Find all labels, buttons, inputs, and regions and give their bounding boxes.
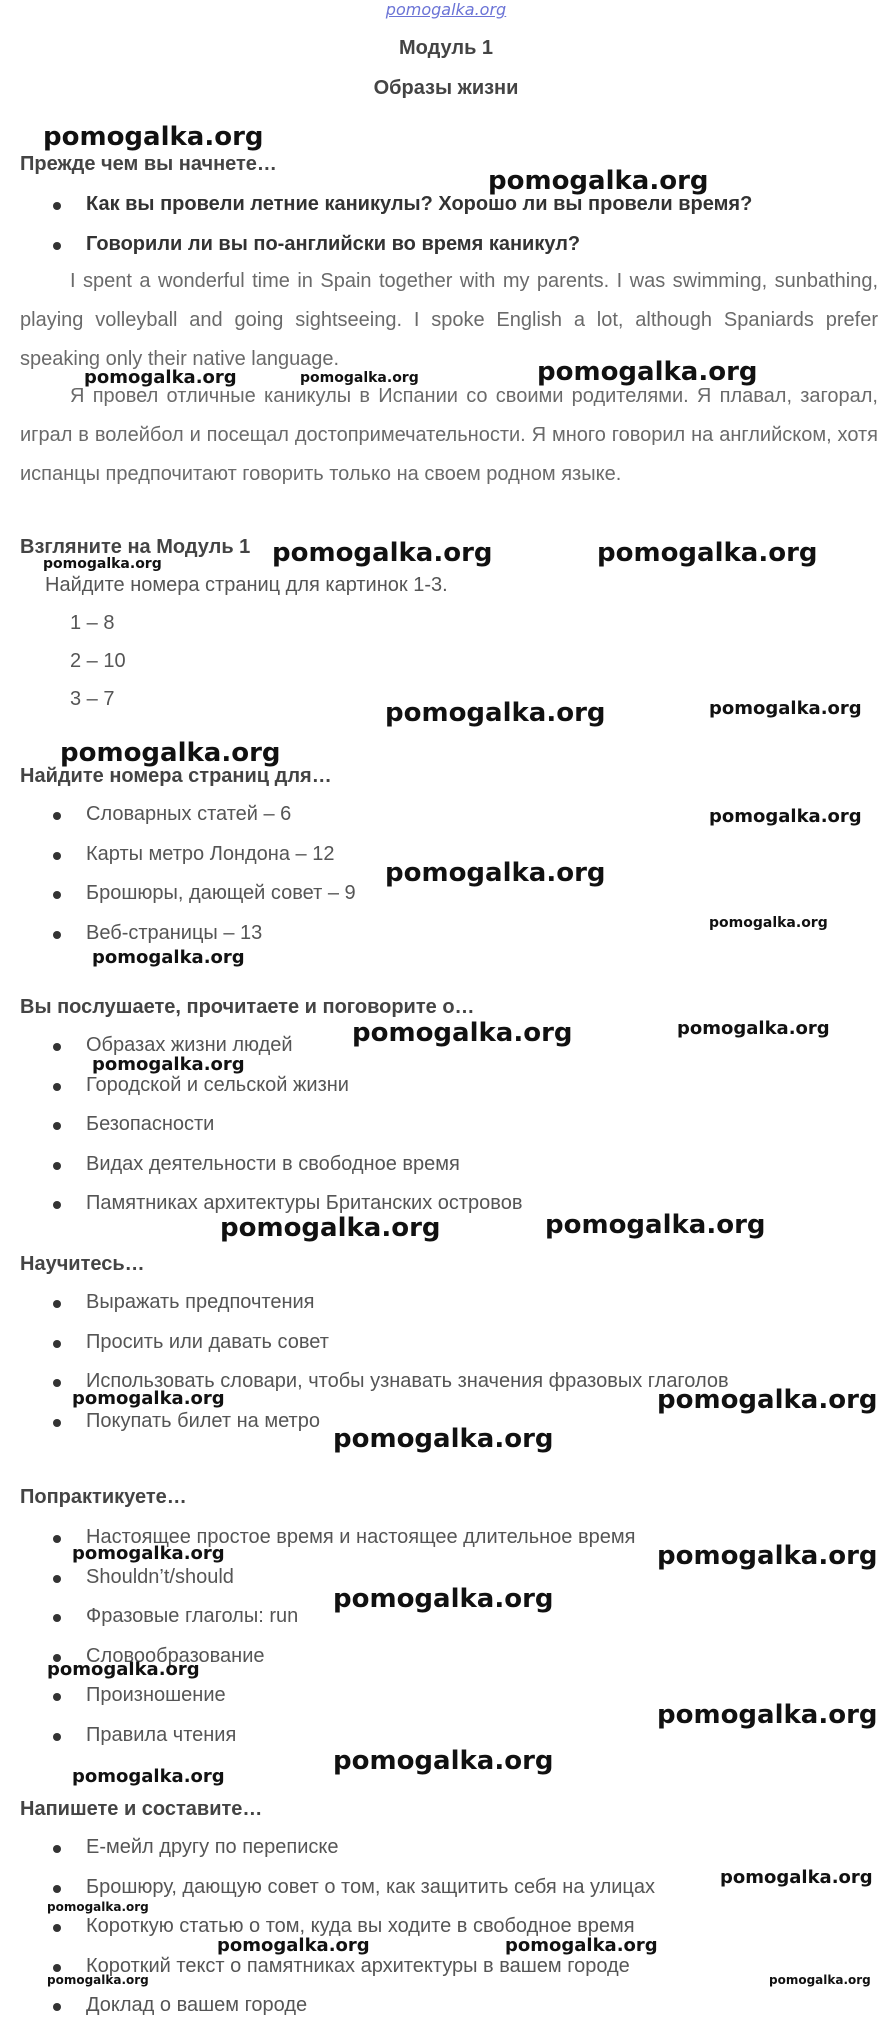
list-item: Правила чтения [20,1716,635,1756]
bullet-icon [53,891,61,899]
watermark: pomogalka.org [43,556,162,572]
write-list [20,1828,655,2026]
paragraph-english: I spent a wonderful time in Spain together with my parents. I was swimming, sunbathing, playing volleyball and going sightseeing. I spoke English a lot, although Spaniards prefer speaking only their native language. [20,270,878,370]
watermark: pomogalka.org [92,947,245,968]
bullet-icon [53,1693,61,1701]
watermark: pomogalka.org [709,915,828,931]
learn-heading: Научитесь… [20,1253,145,1275]
find-heading: Найдите номера страниц для… [20,765,332,787]
watermark: pomogalka.org [505,1935,658,1956]
before-questions [20,185,752,264]
watermark: pomogalka.org [385,698,606,728]
watermark: pomogalka.org [217,1935,370,1956]
watermark: pomogalka.org [333,1584,554,1614]
write-heading: Напишете и составите… [20,1798,263,1820]
watermark: pomogalka.org [769,1973,871,1987]
bullet-icon [53,1083,61,1091]
answer-2: 2 – 10 [70,650,126,672]
list-item: Короткий текст о памятниках архитектуры в вашем городе [20,1947,655,1987]
watermark: pomogalka.org [709,698,862,719]
watermark: pomogalka.org [47,1659,200,1680]
practise-heading: Попрактикуете… [20,1486,187,1508]
list-item: Доклад о вашем городе [20,1986,655,2026]
find-list [20,795,356,953]
watermark: pomogalka.org [92,1054,245,1075]
watermark: pomogalka.org [709,806,862,827]
bullet-icon [53,1575,61,1583]
watermark: pomogalka.org [300,370,419,386]
list-item: Покупать билет на метро [20,1402,729,1442]
bullet-icon [53,1733,61,1741]
watermark: pomogalka.org [657,1385,878,1415]
bullet-icon [53,1162,61,1170]
watermark: pomogalka.org [47,1900,149,1914]
watermark: pomogalka.org [597,538,818,568]
listen-heading: Вы послушаете, прочитаете и поговорите о… [20,996,475,1018]
list-item: Безопасности [20,1105,522,1145]
list-item: Фразовые глаголы: run [20,1597,635,1637]
watermark: pomogalka.org [60,738,281,768]
list-item: Произношение [20,1676,635,1716]
answer-3: 3 – 7 [70,688,115,710]
bullet-icon [53,1964,61,1972]
watermark: pomogalka.org [47,1973,149,1987]
before-heading: Прежде чем вы начнете… [20,153,277,175]
watermark: pomogalka.org [43,122,264,152]
answer-1: 1 – 8 [70,612,115,634]
list-item: Веб-страницы – 13 [20,914,356,954]
list-item: Городской и сельской жизни [20,1066,522,1106]
module-subtitle: Образы жизни [373,77,519,99]
paragraph-russian: Я провел отличные каникулы в Испании со своими родителями. Я плавал, загорал, играл в волейбол и посещал достопримечательности. Я много говорил на английском, хотя испанцы предпочитают говорить только на своем родном языке. [20,385,878,485]
list-item: Короткую статью о том, куда вы ходите в свободное время [20,1907,655,1947]
list-item: Выражать предпочтения [20,1283,729,1323]
bullet-icon [53,1340,61,1348]
watermark: pomogalka.org [657,1541,878,1571]
list-item: Словарных статей – 6 [20,795,356,835]
watermark: pomogalka.org [488,166,709,196]
bullet-icon [53,1845,61,1853]
bullet-icon [53,242,61,250]
bullet-icon [53,1379,61,1387]
watermark: pomogalka.org [333,1424,554,1454]
list-item: Настоящее простое время и настоящее длительное время [20,1518,635,1558]
list-item: Образах жизни людей [20,1026,522,1066]
list-item: Брошюры, дающей совет – 9 [20,874,356,914]
watermark: pomogalka.org [72,1766,225,1787]
learn-list [20,1283,729,1441]
watermark: pomogalka.org [272,538,493,568]
list-item: Просить или давать совет [20,1323,729,1363]
list-item: Словообразование [20,1637,635,1677]
bullet-icon [53,1614,61,1622]
watermark: pomogalka.org [84,367,237,388]
list-item: Брошюру, дающую совет о том, как защитить себя на улицах [20,1868,655,1908]
watermark: pomogalka.org [220,1213,441,1243]
watermark: pomogalka.org [677,1018,830,1039]
bullet-icon [53,931,61,939]
list-item: Памятниках архитектуры Британских островов [20,1184,522,1224]
list-item: Как вы провели летние каникулы? Хорошо ли вы провели время? [20,185,752,225]
watermark: pomogalka.org [333,1746,554,1776]
watermark: pomogalka.org [72,1388,225,1409]
list-item: Карты метро Лондона – 12 [20,835,356,875]
bullet-icon [53,2003,61,2011]
site-logo[interactable]: pomogalka.org [385,0,507,19]
bullet-icon [53,1535,61,1543]
watermark: pomogalka.org [545,1210,766,1240]
bullet-icon [53,1043,61,1051]
bullet-icon [53,1419,61,1427]
watermark: pomogalka.org [385,858,606,888]
watermark: pomogalka.org [657,1700,878,1730]
bullet-icon [53,1300,61,1308]
bullet-icon [53,812,61,820]
bullet-icon [53,1122,61,1130]
watermark: pomogalka.org [537,357,758,387]
list-item: Использовать словари, чтобы узнавать значения фразовых глаголов [20,1362,729,1402]
look-heading: Взгляните на Модуль 1 [20,536,251,558]
list-item: Видах деятельности в свободное время [20,1145,522,1185]
bullet-icon [53,1885,61,1893]
bullet-icon [53,1201,61,1209]
watermark: pomogalka.org [72,1543,225,1564]
watermark: pomogalka.org [720,1867,873,1888]
list-item: Говорили ли вы по-английски во время каникул? [20,225,752,265]
bullet-icon [53,1924,61,1932]
look-hint: Найдите номера страниц для картинок 1-3. [45,574,448,596]
list-item: Е-мейл другу по переписке [20,1828,655,1868]
bullet-icon [53,202,61,210]
module-title: Модуль 1 [398,37,494,59]
list-item: Shouldn’t/should [20,1558,635,1598]
watermark: pomogalka.org [352,1018,573,1048]
bullet-icon [53,852,61,860]
